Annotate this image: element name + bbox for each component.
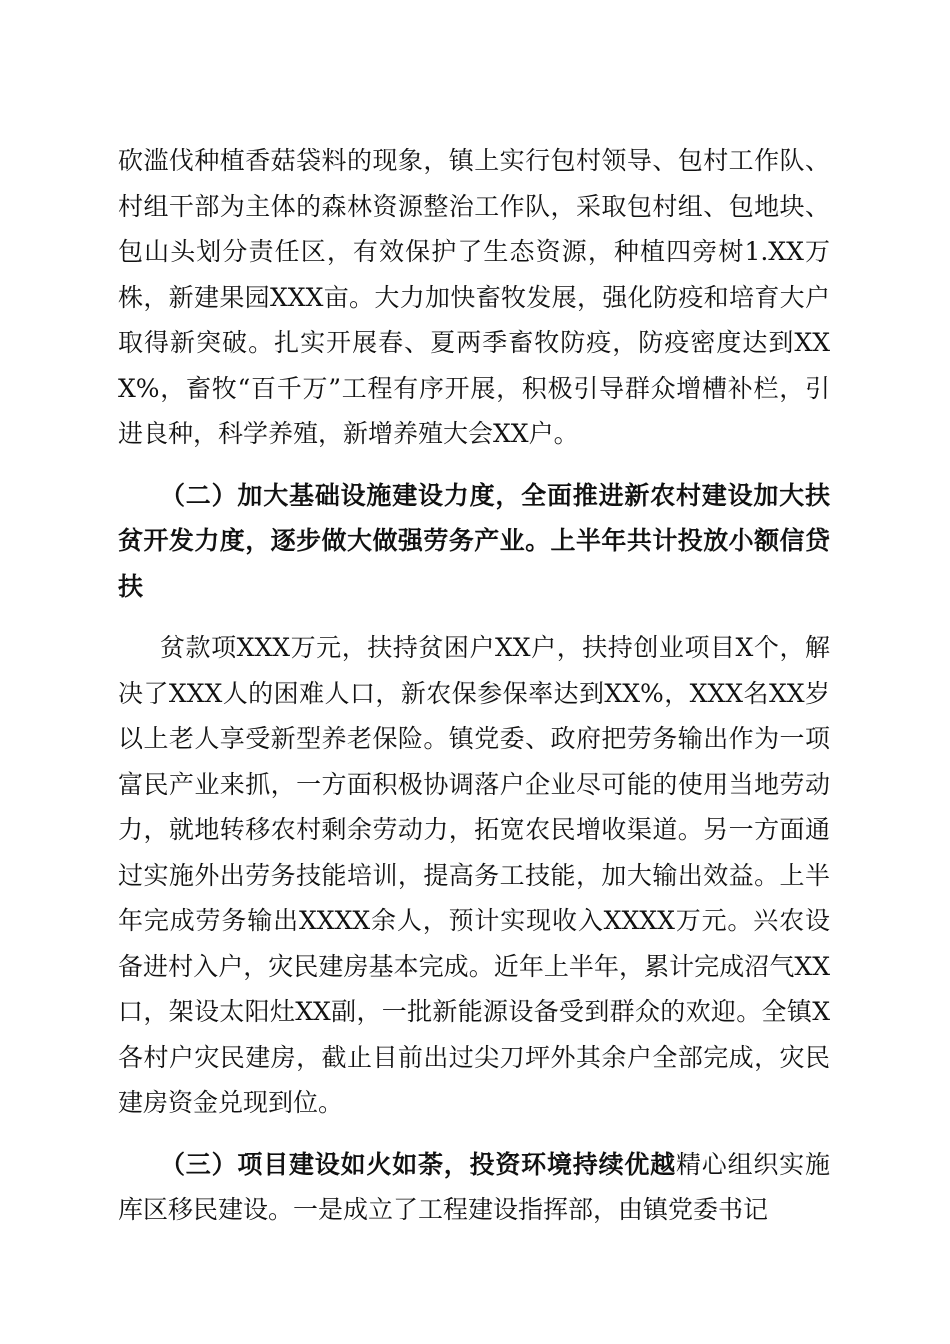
paragraph-text: 砍滥伐种植香菇袋料的现象，镇上实行包村领导、包村工作队、村组干部为主体的森林资源整治工作队，采取包村组、包地块、包山头划分责任区，有效保护了生态资源，种植四旁树1.XX万株，新建果园XXX亩。大力加快畜牧发展，强化防疫和培育大户取得新突破。扎实开展春、夏两季畜牧防疫，防疫密度达到XXX%，畜牧“百千万”工程有序开展，积极引导群众增槽补栏，引进良种，科学养殖，新增养殖大会XX户。 (118, 146, 830, 448)
document-body (118, 138, 830, 1233)
paragraph-text: 贫款项XXX万元，扶持贫困户XX户，扶持创业项目X个，解决了XXX人的困难人口，新农保参保率达到XX%，XXX名XX岁以上老人享受新型养老保险。镇党委、政府把劳务输出作为一项富民产业来抓，一方面积极协调落户企业尽可能的使用当地劳动力，就地转移农村剩余劳动力，拓宽农民增收渠道。另一方面通过实施外出劳务技能培训，提高务工技能，加大输出效益。上半年完成劳务输出XXXX余人，预计实现收入XXXX万元。兴农设备进村入户，灾民建房基本完成。近年上半年，累计完成沼气XX口，架设太阳灶XX副，一批新能源设备受到群众的欢迎。全镇X各村户灾民建房，截止目前出过尖刀坪外其余户全部完成，灾民建房资金兑现到位。 (118, 633, 830, 1117)
section-heading-two: （二）加大基础设施建设力度，全面推进新农村建设 (160, 480, 754, 510)
section-heading-three: （三）项目建设如火如荼，投资环境持续优越 (160, 1149, 676, 1179)
paragraph-infrastructure (118, 473, 830, 610)
paragraph-gap (118, 609, 830, 625)
paragraph-gap (118, 1126, 830, 1142)
paragraph-gap (118, 457, 830, 473)
paragraph-forest-livestock (118, 138, 830, 457)
paragraph-projects (118, 1142, 830, 1233)
paragraph-text: 加大扶贫开发力度，逐步做大做强劳务产业。上半年共计投放小额信贷扶 (118, 480, 830, 601)
paragraph-text: 精心组织实施库区移民建设。一是成立了工程建设指挥部，由镇党委书记 (118, 1149, 830, 1224)
paragraph-poverty-labor (118, 625, 830, 1126)
